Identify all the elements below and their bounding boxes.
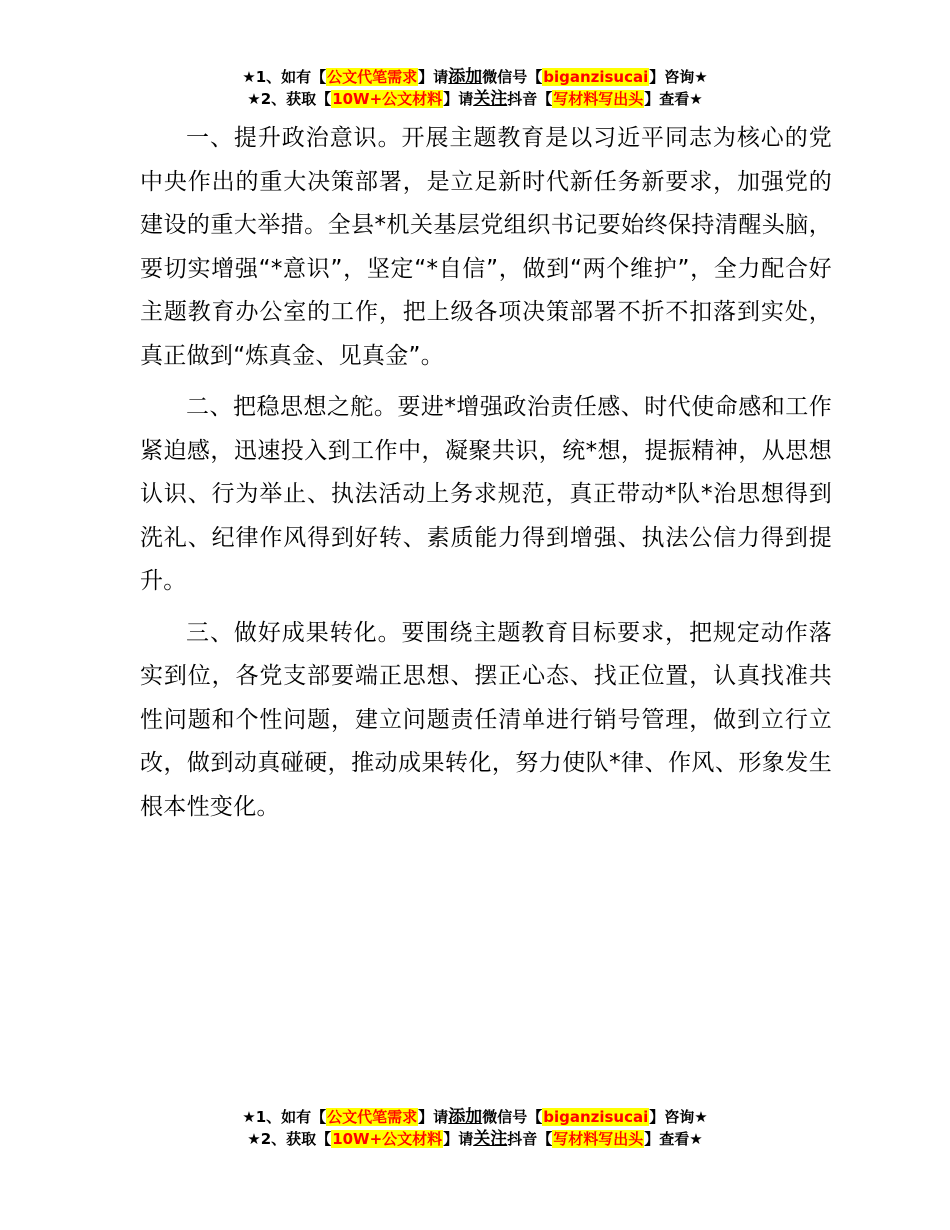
footer-line-1-underlined: 添加: [448, 1107, 483, 1127]
paragraph-political-awareness: 一、提升政治意识。开展主题教育是以习近平同志为核心的党中央作出的重大决策部署，是立足新时代新任务新要求，加强党的建设的重大举措。全县*机关基层党组织书记要始终保持清醒头脑，要切实增强“*意识”，坚定“*自信”，做到“两个维护”，全力配合好主题教育办公室的工作，把上级各项决策部署不折不扣落到实处，真正做到“炼真金、见真金”。: [140, 125, 832, 369]
header-banner: [0, 66, 950, 110]
footer-banner: [0, 1106, 950, 1150]
header-line-2-mid: 】请: [443, 90, 474, 108]
footer-line-1-prefix: ★1、如有【: [242, 1108, 327, 1126]
footer-line-2-mid: 】请: [443, 1130, 474, 1148]
paragraph-results-transformation: 三、做好成果转化。要围绕主题教育目标要求，把规定动作落实到位，各党支部要端正思想、摆正心态、找正位置，认真找准共性问题和个性问题，建立问题责任清单进行销号管理，做到立行立改，做到动真碰硬，推动成果转化，努力使队*律、作风、形象发生根本性变化。: [140, 619, 832, 820]
footer-line-2-suffix: 】查看★: [644, 1130, 703, 1148]
paragraph-steady-thinking: 二、把稳思想之舵。要进*增强政治责任感、时代使命感和工作紧迫感，迅速投入到工作中，凝聚共识，统*想，提振精神，从思想认识、行为举止、执法活动上务求规范，真正带动*队*治思想得到洗礼、纪律作风得到好转、素质能力得到增强、执法公信力得到提升。: [140, 394, 832, 594]
footer-line-1-highlight-service: 公文代笔需求: [327, 1108, 418, 1126]
header-line-1: [0, 66, 950, 88]
header-line-2-mid2: 抖音【: [507, 90, 553, 108]
header-line-1-prefix: ★1、如有【: [242, 68, 327, 86]
header-line-2-prefix: ★2、获取【: [247, 90, 332, 108]
header-line-1-highlight-wechat: biganzisucai: [543, 68, 649, 86]
header-line-1-suffix: 】咨询★: [649, 68, 708, 86]
header-line-1-mid2: 微信号【: [482, 68, 543, 86]
header-line-2-highlight-materials: 10W+公文材料: [332, 90, 443, 108]
footer-line-2: [0, 1128, 950, 1150]
footer-line-2-mid2: 抖音【: [507, 1130, 553, 1148]
footer-line-2-underlined: 关注: [473, 1129, 508, 1149]
footer-line-1-suffix: 】咨询★: [649, 1108, 708, 1126]
footer-line-1-mid: 】请: [418, 1108, 449, 1126]
header-line-2-underlined: 关注: [473, 89, 508, 109]
header-line-2-suffix: 】查看★: [644, 90, 703, 108]
footer-line-1-mid2: 微信号【: [482, 1108, 543, 1126]
footer-line-2-prefix: ★2、获取【: [247, 1130, 332, 1148]
header-line-2-highlight-douyin: 写材料写出头: [553, 90, 644, 108]
footer-line-2-highlight-douyin: 写材料写出头: [553, 1130, 644, 1148]
header-line-1-underlined: 添加: [448, 67, 483, 87]
footer-line-2-highlight-materials: 10W+公文材料: [332, 1130, 443, 1148]
header-line-1-mid: 】请: [418, 68, 449, 86]
footer-line-1-highlight-wechat: biganzisucai: [543, 1108, 649, 1126]
document-body: [140, 117, 832, 837]
header-line-1-highlight-service: 公文代笔需求: [327, 68, 418, 86]
footer-line-1: [0, 1106, 950, 1128]
header-line-2: [0, 88, 950, 110]
